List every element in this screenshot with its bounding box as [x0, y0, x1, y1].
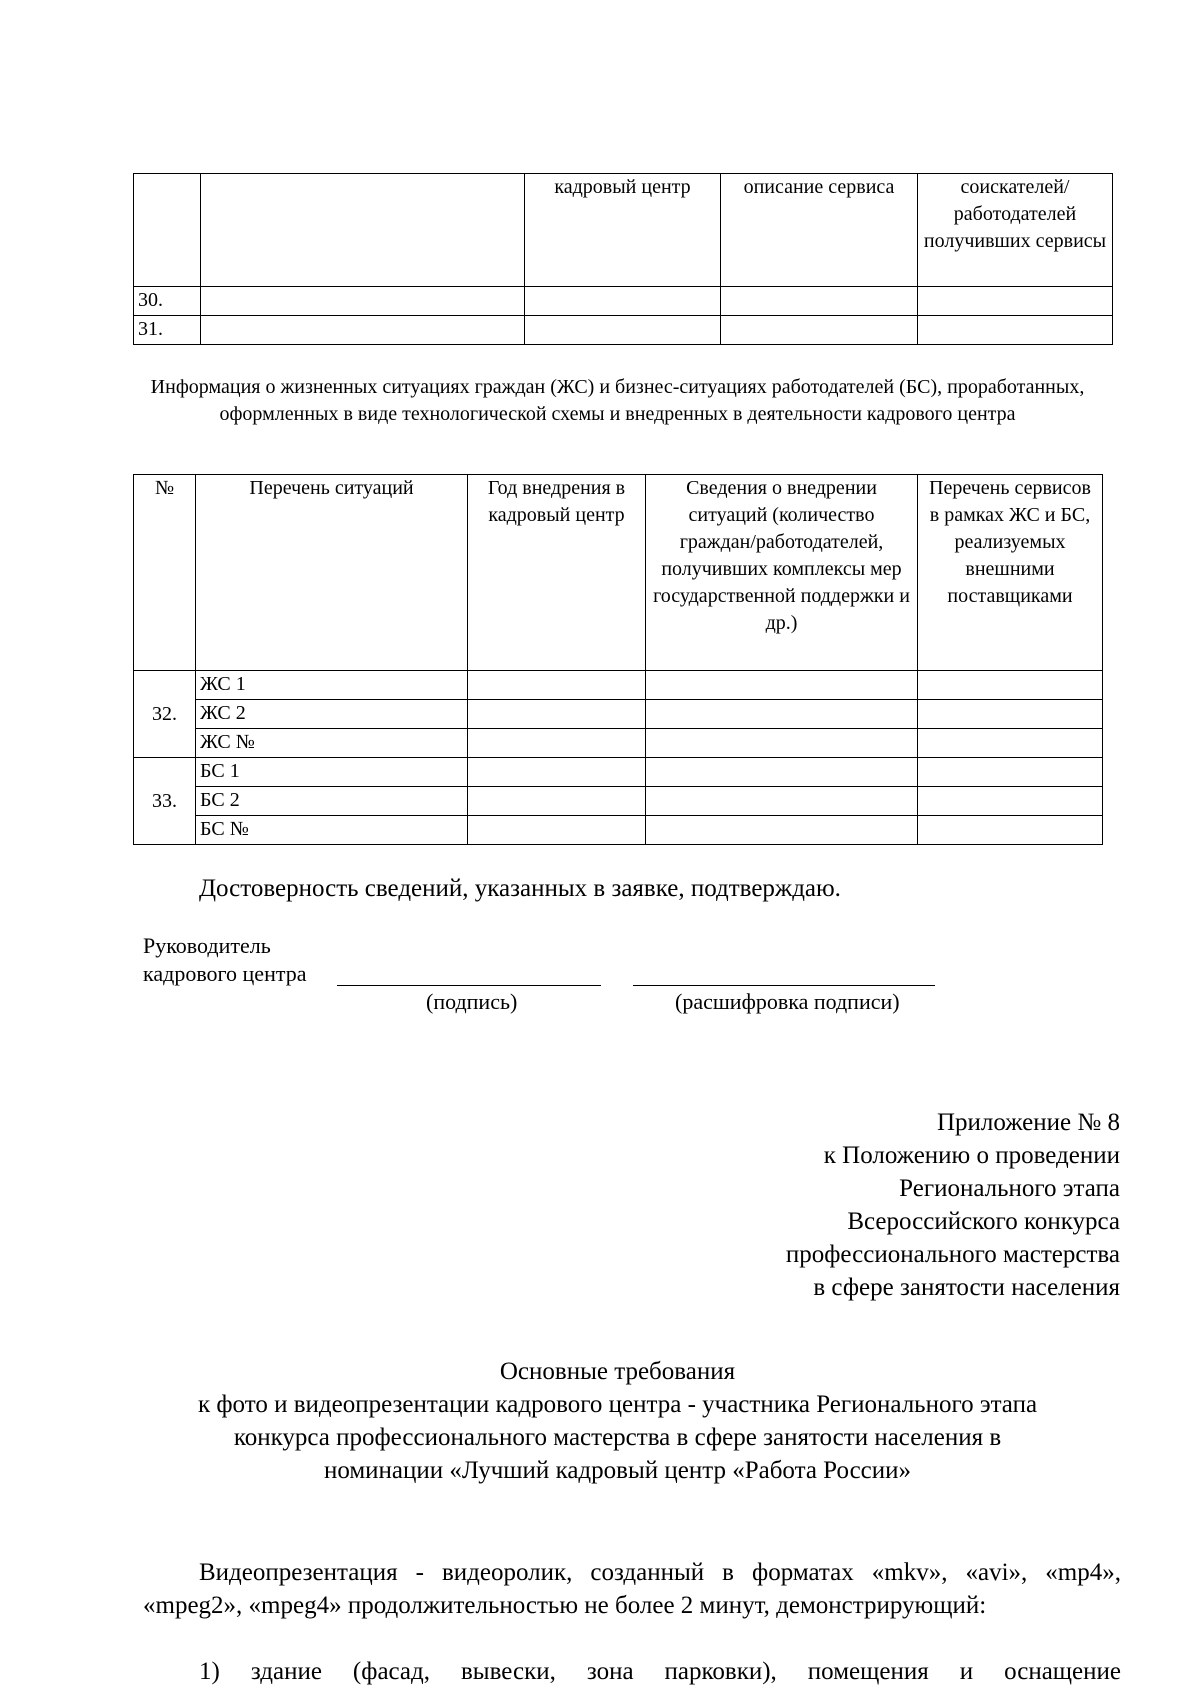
situation-item: ЖС 2	[196, 700, 468, 729]
row-number: 30.	[134, 287, 201, 316]
table-row	[134, 287, 1113, 316]
situation-item: БС №	[196, 816, 468, 845]
table-row	[134, 787, 1103, 816]
table-header-row	[134, 475, 1103, 671]
appendix-line: Приложение № 8	[936, 1109, 1120, 1136]
appendix-line: в сфере занятости населения	[813, 1274, 1120, 1301]
header-year: Год внедрения в кадровый центр	[468, 475, 646, 671]
header-services: Перечень сервисов в рамках ЖС и БС, реализуемых внешними поставщиками	[918, 475, 1103, 671]
title-line: Основные требования	[499, 1358, 736, 1385]
header-list: Перечень ситуаций	[196, 475, 468, 671]
header-info: Сведения о внедрении ситуаций (количество граждан/работодателей, получивших комплексы мер государственной поддержки и др.)	[646, 475, 918, 671]
signature-role-line2: кадрового центра	[143, 961, 307, 986]
table-row	[134, 729, 1103, 758]
list-item: 1) здание (фасад, вывески, зона парковки), помещения и оснащение	[199, 1658, 1121, 1685]
group-number: 33.	[134, 758, 196, 845]
table-cell: кадровый центр	[525, 174, 721, 287]
table-row	[134, 316, 1113, 345]
decode-label: (расшифровка подписи)	[675, 989, 900, 1014]
table-row	[134, 700, 1103, 729]
title-line: к фото и видеопрезентации кадрового центра - участника Регионального этапа	[197, 1391, 1038, 1418]
table-row	[134, 671, 1103, 700]
situations-table	[133, 474, 1103, 845]
title-line: номинации «Лучший кадровый центр «Работа России»	[323, 1457, 912, 1484]
table-row	[134, 758, 1103, 787]
title-line: конкурса профессионального мастерства в сфере занятости населения в	[233, 1424, 1002, 1451]
header-num: №	[134, 475, 196, 671]
situation-item: БС 1	[196, 758, 468, 787]
situation-item: БС 2	[196, 787, 468, 816]
situation-item: ЖС №	[196, 729, 468, 758]
situation-item: ЖС 1	[196, 671, 468, 700]
video-paragraph: Видеопрезентация - видеоролик, созданный в форматах «mkv», «avi», «mp4», «mpeg2», «mpeg4» продолжительностью не более 2 минут, демонстрирующий:	[143, 1559, 1121, 1619]
appendix-block	[786, 1106, 1120, 1304]
table-cell	[201, 174, 525, 287]
confirmation-text: Достоверность сведений, указанных в заявке, подтверждаю.	[199, 875, 841, 902]
appendix-line: Всероссийского конкурса	[847, 1208, 1120, 1235]
table-row	[134, 174, 1113, 287]
table-cell: соискателей/ работодателей получивших сервисы	[918, 174, 1113, 287]
table-row	[134, 816, 1103, 845]
appendix-line: к Положению о проведении	[823, 1142, 1120, 1169]
requirements-title	[133, 1355, 1102, 1487]
table-cell: описание сервиса	[721, 174, 918, 287]
appendix-line: профессионального мастерства	[785, 1241, 1120, 1268]
group-number: 32.	[134, 671, 196, 758]
appendix-line: Регионального этапа	[899, 1175, 1120, 1202]
signature-label: (подпись)	[426, 989, 518, 1014]
row-number: 31.	[134, 316, 201, 345]
signature-role-line1: Руководитель	[143, 933, 271, 958]
table-cell	[134, 174, 201, 287]
situations-caption: Информация о жизненных ситуациях граждан (ЖС) и бизнес-ситуациях работодателей (БС), проработанных, оформленных в виде технологической схемы и внедренных в деятельности кадрового центра	[150, 376, 1085, 425]
top-table	[133, 173, 1113, 345]
